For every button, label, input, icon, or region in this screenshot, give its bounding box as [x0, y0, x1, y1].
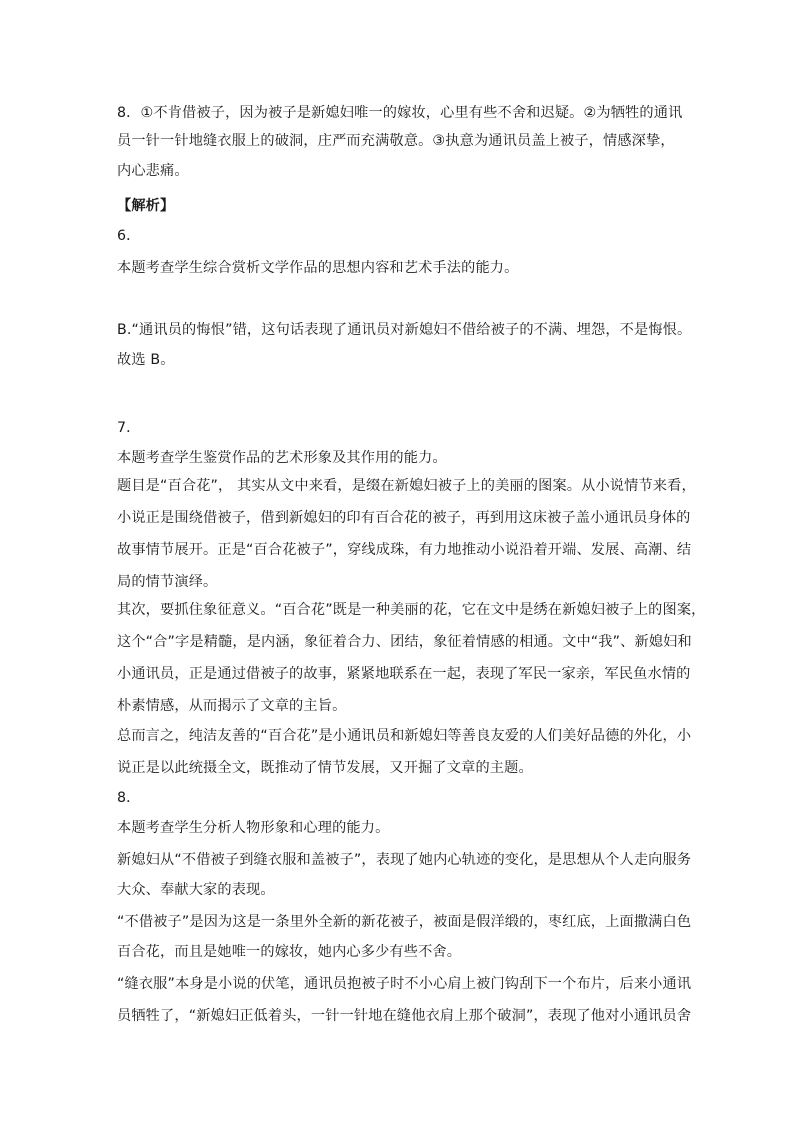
- question-7-number: 7．: [117, 420, 141, 436]
- question-8-para1-line-1: 新媳妇从“不借被子到缝衣服和盖被子”，表现了她内心轨迹的变化，是思想从个人走向服务: [117, 852, 692, 868]
- question-7-para2-line-3: 小通讯员，正是通过借被子的故事，紧紧地联系在一起，表现了军民一家亲，军民鱼水情的: [117, 666, 691, 682]
- question-7-para1-line-2: 小说正是围绕借被子，借到新媳妇的印有百合花的被子，再到用这床被子盖小通讯员身体的: [117, 510, 691, 526]
- question-6-number: 6．: [117, 228, 141, 244]
- question-7-para1-line-3: 故事情节展开。正是“百合花被子”，穿线成珠，有力地推动小说沿着开端、发展、高潮、结: [117, 542, 692, 558]
- answer-8-line-3: 内心悲痛。: [117, 163, 189, 179]
- question-6-explanation: B.“通讯员的悔恨”错，这句话表现了通讯员对新媳妇不借给被子的不满、埋怨，不是悔恨。: [117, 322, 692, 338]
- question-8-para2-line-2: 百合花，而且是她唯一的嫁妆，她内心多少有些不舍。: [117, 944, 462, 960]
- question-8-para1-line-2: 大众、奉献大家的表现。: [117, 882, 275, 898]
- question-7-para1-line-1: 题目是“百合花”， 其实从文中来看，是缀在新媳妇被子上的美丽的图案。从小说情节来看，: [117, 478, 696, 494]
- question-6-topic: 本题考查学生综合赏析文学作品的思想内容和艺术手法的能力。: [117, 260, 519, 276]
- analysis-heading: 【解析】: [117, 198, 175, 214]
- question-7-para2-line-4: 朴素情感，从而揭示了文章的主旨。: [117, 698, 347, 714]
- question-7-para2-line-2: 这个“合”字是精髓，是内涵，象征着合力、团结，象征着情感的相通。文中“我”、新媳妇和: [117, 634, 692, 650]
- question-6-answer: 故选 B。: [117, 352, 175, 368]
- question-8-para2-line-1: “不借被子”是因为这是一条里外全新的新花被子，被面是假洋缎的，枣红底，上面撒满白色: [117, 914, 692, 930]
- question-8-number: 8．: [117, 790, 141, 806]
- question-7-para3-line-2: 说正是以此统摄全文，既推动了情节发展，又开掘了文章的主题。: [117, 760, 533, 776]
- answer-8-line-1: 8．①不肯借被子，因为被子是新媳妇唯一的嫁妆，心里有些不舍和迟疑。②为牺牲的通讯: [117, 105, 683, 121]
- answer-8-line-2: 员一针一针地缝衣服上的破洞，庄严而充满敬意。③执意为通讯员盖上被子，情感深挚，: [117, 133, 675, 149]
- question-8-para3-line-1: “缝衣服”本身是小说的伏笔，通讯员抱被子时不小心肩上被门钩刮下一个布片，后来小通讯: [117, 976, 692, 992]
- question-7-para3-line-1: 总而言之，纯洁友善的“百合花”是小通讯员和新媳妇等善良友爱的人们美好品德的外化，小: [117, 728, 692, 744]
- question-7-para2-line-1: 其次，要抓住象征意义。“百合花”既是一种美丽的花，它在文中是绣在新媳妇被子上的图案，: [117, 602, 706, 618]
- question-8-para3-line-2: 员牺牲了，“新媳妇正低着头，一针一针地在缝他衣肩上那个破洞”，表现了他对小通讯员舍: [117, 1008, 692, 1024]
- question-7-topic: 本题考查学生鉴赏作品的艺术形象及其作用的能力。: [117, 450, 447, 466]
- question-8-topic: 本题考查学生分析人物形象和心理的能力。: [117, 820, 390, 836]
- question-7-para1-line-4: 局的情节演绎。: [117, 574, 218, 590]
